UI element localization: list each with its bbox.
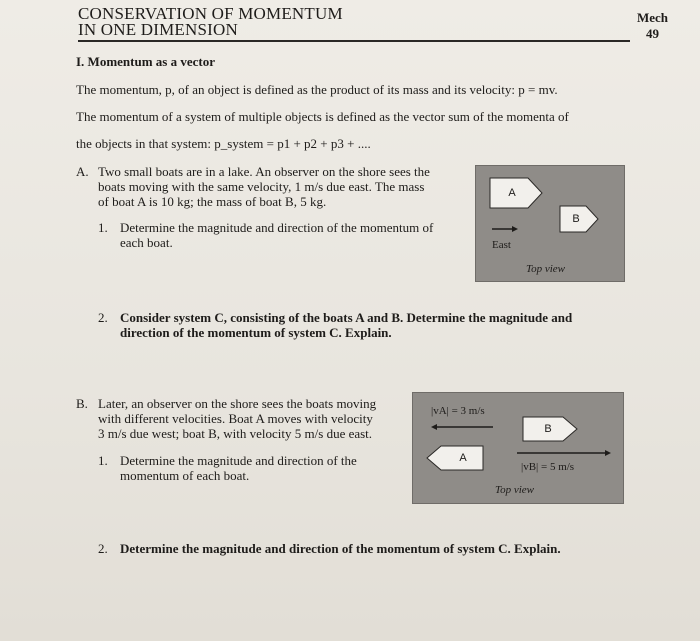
velocity-b-label: |vB| = 5 m/s bbox=[521, 461, 575, 473]
boat-b-label: B bbox=[544, 423, 552, 435]
velocity-b-arrowhead-icon bbox=[605, 450, 611, 456]
title-line-2: IN ONE DIMENSION bbox=[78, 20, 238, 39]
part-a-q1-label: 1. bbox=[98, 220, 108, 235]
part-b-q1-text bbox=[120, 453, 410, 483]
diagram-a-caption: Top view bbox=[526, 263, 566, 275]
boat-b-label: B bbox=[572, 213, 580, 225]
part-a-line: of boat A is 10 kg; the mass of boat B, 5 kg. bbox=[98, 194, 327, 209]
part-a-label: A. bbox=[76, 164, 89, 179]
part-a-q2-line: direction of the momentum of system C. Explain. bbox=[120, 325, 392, 340]
part-a-line: boats moving with the same velocity, 1 m/s due east. The mass bbox=[98, 179, 425, 194]
part-b-q1-line: momentum of each boat. bbox=[120, 468, 250, 483]
diagram-b-caption: Top view bbox=[495, 484, 535, 496]
part-a-line: Two small boats are in a lake. An observer on the shore sees the bbox=[98, 164, 430, 179]
definition-line-2: The momentum of a system of multiple objects is defined as the vector sum of the momenta of bbox=[76, 109, 569, 124]
part-b-line: Later, an observer on the shore sees the boats moving bbox=[98, 396, 377, 411]
velocity-a-arrowhead-icon bbox=[431, 424, 437, 430]
boat-a-label: A bbox=[459, 452, 467, 464]
part-b-q1-label: 1. bbox=[98, 453, 108, 468]
east-arrowhead-icon bbox=[512, 226, 518, 232]
part-a-text bbox=[98, 164, 468, 209]
part-a-q2-label: 2. bbox=[98, 310, 108, 325]
part-b-q2-text: Determine the magnitude and direction of the momentum of system C. Explain. bbox=[120, 541, 561, 556]
part-a-q1-text bbox=[120, 220, 470, 250]
part-b-q2-label: 2. bbox=[98, 541, 108, 556]
part-b-line: 3 m/s due west; boat B, with velocity 5 m/s due east. bbox=[98, 426, 373, 441]
diagram-a-panel bbox=[475, 165, 625, 282]
part-b-line: with different velocities. Boat A moves with velocity bbox=[98, 411, 373, 426]
part-b-label: B. bbox=[76, 396, 88, 411]
page-number: 49 bbox=[646, 26, 660, 41]
definition-line-1: The momentum, p, of an object is defined as the product of its mass and its velocity: p = mv. bbox=[76, 82, 558, 97]
definition-line-3: the objects in that system: p_system = p1 + p2 + p3 + .... bbox=[76, 136, 371, 151]
part-a-q2-line: Consider system C, consisting of the boats A and B. Determine the magnitude and bbox=[120, 310, 573, 325]
page-corner-label bbox=[637, 10, 668, 42]
east-label: East bbox=[492, 239, 511, 251]
part-a-q1-line: Determine the magnitude and direction of the momentum of bbox=[120, 220, 434, 235]
section-heading: I. Momentum as a vector bbox=[76, 54, 215, 69]
page-title bbox=[78, 6, 343, 38]
header-rule bbox=[78, 40, 630, 42]
subject-label: Mech bbox=[637, 10, 669, 25]
part-a-q1-line: each boat. bbox=[120, 235, 173, 250]
boat-a-label: A bbox=[508, 187, 516, 199]
part-a-q2-text bbox=[120, 310, 600, 340]
part-b-q1-line: Determine the magnitude and direction of the bbox=[120, 453, 357, 468]
part-b-text bbox=[98, 396, 408, 441]
velocity-a-label: |vA| = 3 m/s bbox=[431, 405, 485, 417]
diagram-b-panel bbox=[412, 392, 624, 504]
title-line-1: CONSERVATION OF MOMENTUM bbox=[78, 4, 343, 23]
